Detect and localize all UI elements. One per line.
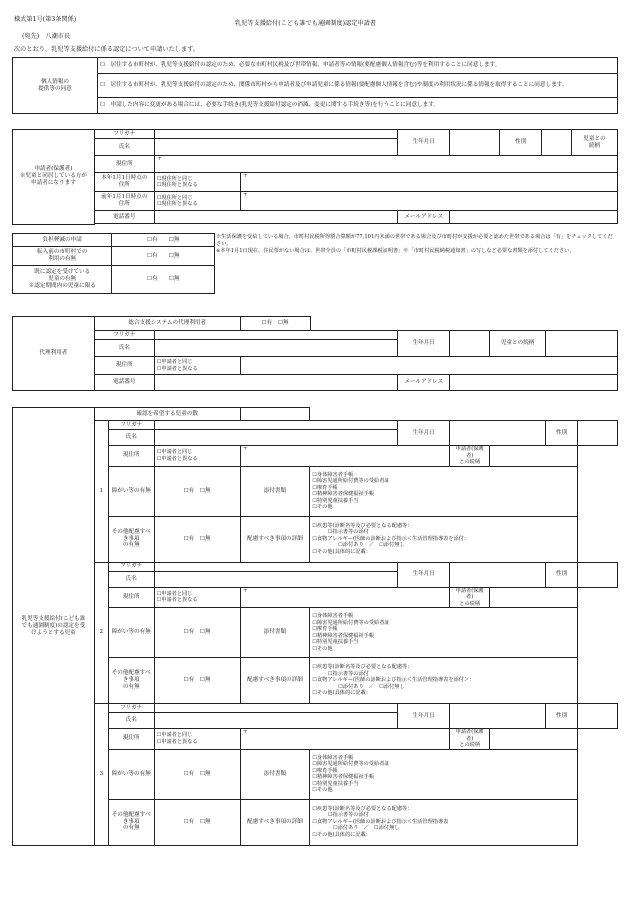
child-1-birth-label: 生年月日 (398, 421, 450, 446)
agent-system-label: 総合支援システムの代理利用者 (94, 317, 240, 331)
child-3-furigana-field[interactable] (154, 704, 398, 713)
applicant-note: ※生活保護を受給している場合、市町村民税所得割合算額が77,101円未満の世帯である場合及び市町村が支援が必要と認めた世帯である場合は「有」をチェックしてください。 ※本年1月1日現在、住民票がない場合は、世帯全員の「市町村民税課税証明書」や「市町村民税納税通知書」の写しなど必要な書類を添付してください。 (216, 234, 613, 254)
child-2-address-field[interactable]: 〒 (240, 587, 450, 608)
child-2-birth-field[interactable] (450, 562, 546, 587)
applicant-sex-field[interactable] (542, 130, 572, 156)
child-3-sex-label: 性別 (546, 704, 578, 729)
children-label: 乳児等支援給付(こども誰 でも通園制度)の認定を受 けようとする児童 (13, 408, 95, 846)
child-2-sex-label: 性別 (546, 562, 578, 587)
applicant-jan1-prev-field[interactable]: 〒 (240, 192, 617, 211)
applicant-jan1-prev-options[interactable]: ☐現住所と同じ ☐現住所と異なる (154, 192, 240, 211)
applicant-jan1-this-label: 本年1月1日時点の 住所 (94, 173, 154, 192)
child-3-address-label: 現住所 (108, 729, 154, 750)
child-3-handbook-label: 添付書類 (240, 749, 310, 799)
child-2-sex-field[interactable] (578, 562, 618, 587)
child-1-other-label: その他配慮すべき事項 の有無 (108, 516, 154, 562)
child-3-detail-label: 配慮すべき事項の詳細 (240, 799, 310, 845)
consent-item-2[interactable]: ☐ 居住する市町村が、乳児等支援給付の認定のため、関係市町村から申請者及び申請児童に係る情報(要配慮個人情報を含む)や制度の利用状況に係る情報を取得することに同意します。 (98, 74, 618, 98)
agent-address-options[interactable]: ☐申請者と同じ ☐申請者と異なる (154, 357, 240, 375)
agent-email-field[interactable] (450, 375, 618, 391)
applicant-address-field[interactable]: 〒 (154, 156, 617, 173)
agent-phone-label: 電話番号 (94, 375, 154, 391)
child-2-disability-options[interactable]: ☐有 ☐無 (154, 608, 240, 658)
agent-phone-field[interactable] (154, 375, 398, 391)
children-count-field[interactable] (240, 408, 310, 421)
agent-address-field[interactable] (240, 357, 617, 375)
child-2-number: 2 (94, 562, 108, 704)
child-1-detail-list[interactable]: ☐疾患等(診断名等及び必要となる配慮等： ☐指示書等の添付 ☐食物アレルギー(医師の診断および指示＜生活管理指導表を添付： ☐添付あり ／ ☐添付無し ☐その他(具体的に記載： (310, 516, 578, 562)
child-1-parent-relation-label: 申請者(保護者) との続柄 (450, 446, 490, 467)
child-3-number: 3 (94, 704, 108, 846)
existing-options[interactable]: ☐有 ☐無 (112, 266, 215, 294)
agent-name-field[interactable] (154, 340, 398, 357)
agent-email-label: メールアドレス (398, 375, 450, 391)
child-3-birth-label: 生年月日 (398, 704, 450, 729)
children-count-label: 確認を希望する児童の数 (94, 408, 240, 421)
applicant-address-label: 現住所 (94, 156, 154, 173)
moved-options[interactable]: ☐有 ☐無 (112, 247, 215, 266)
child-1-number: 1 (94, 421, 108, 563)
agent-name-label: 氏名 (94, 340, 154, 357)
consent-label: 個人情報の 提供等の同意 (13, 58, 98, 114)
child-1-sex-label: 性別 (546, 421, 578, 446)
child-3-other-label: その他配慮すべき事項 の有無 (108, 799, 154, 845)
child-1-disability-label: 障がい等の有無 (108, 466, 154, 516)
applicant-label: 申請者(保護者) ※児童と同居している方が 申請者になります (13, 130, 95, 225)
applicant-jan1-prev-label: 前年1月1日時点の 住所 (94, 192, 154, 211)
agent-birth-label: 生年月日 (398, 331, 450, 357)
applicant-email-field[interactable] (450, 211, 618, 224)
child-3-other-options[interactable]: ☐有 ☐無 (154, 799, 240, 845)
agent-furigana-field[interactable] (154, 331, 398, 340)
moved-label: 転入前の市町村での 利用の有無 (13, 247, 112, 266)
child-2-handbook-label: 添付書類 (240, 608, 310, 658)
child-1-furigana-field[interactable] (154, 421, 398, 430)
child-3-parent-relation-label: 申請者(保護者) との続柄 (450, 729, 490, 750)
child-1-address-field[interactable]: 〒 (240, 446, 450, 467)
child-2-detail-list[interactable]: ☐疾患等(診断名等及び必要となる配慮等： ☐指示書等の添付 ☐食物アレルギー(医師の診断および指示＜生活管理指導表を添付＞： ☐添付あり ／ ☐添付無し ☐その他(具体的に記載： (310, 658, 578, 704)
child-3-detail-list[interactable]: ☐疾患等(診断名等及び必要となる配慮等： ☐指示書等の添付 ☐食物アレルギー(医師の診断および指示＜生活管理指導表 ☐添付あり ／ ☐添付無し ☐その他(具体的に記載： (310, 799, 578, 845)
child-3-disability-label: 障がい等の有無 (108, 749, 154, 799)
agent-system-options[interactable]: ☐有 ☐無 (240, 317, 310, 331)
burden-options[interactable]: ☐有 ☐無 (112, 234, 215, 247)
consent-item-1[interactable]: ☐ 居住する市町村が、乳児等支援給付の認定のため、必要な市町村民税及び世帯情報、申請者等の情報(要配慮個人情報含む)等を利用することに同意します。 (98, 58, 618, 74)
child-1-name-label: 氏名 (108, 430, 154, 446)
child-2-furigana-label: フリガナ (108, 562, 154, 571)
applicant-table (12, 129, 618, 225)
form-number: 様式第1号(第3条関係) (14, 16, 77, 23)
child-1-other-options[interactable]: ☐有 ☐無 (154, 516, 240, 562)
applicant-furigana-label: フリガナ (94, 130, 154, 139)
consent-table (12, 57, 618, 114)
child-2-address-options[interactable]: ☐申請者と同じ ☐申請者と異なる (154, 587, 240, 608)
child-2-handbook-list[interactable]: ☐身体障害者手帳 ☐障害児通所給付費等の受給者証 ☐療育手帳 ☐精神障害者保健福祉手帳 ☐特別児童扶養手当 ☐その他 (310, 608, 578, 658)
children-table (12, 407, 618, 846)
applicant-sex-label: 性別 (500, 130, 542, 156)
applicant-jan1-this-field[interactable]: 〒 (240, 173, 617, 192)
child-3-handbook-list[interactable]: ☐身体障害者手帳 ☐障害児通所給付費等の受給者証 ☐療育手帳 ☐精神障害者保健福祉手帳 ☐特別児童扶養手当 ☐その他 (310, 749, 578, 799)
child-2-birth-label: 生年月日 (398, 562, 450, 587)
child-1-handbook-list[interactable]: ☐身体障害者手帳 ☐障害児通所給付費等の受給者証 ☐療育手帳 ☐精神障害者保健福祉手帳 ☐特別児童扶養手当 ☐その他 (310, 466, 578, 516)
applicant-phone-field[interactable] (154, 211, 398, 224)
applicant-options-table (12, 233, 215, 294)
child-3-name-field[interactable] (154, 713, 398, 729)
child-1-disability-options[interactable]: ☐有 ☐無 (154, 466, 240, 516)
child-1-detail-label: 配慮すべき事項の詳細 (240, 516, 310, 562)
child-3-address-field[interactable]: 〒 (240, 729, 450, 750)
agent-relation-label: 児童との続柄 (490, 331, 546, 357)
child-1-sex-field[interactable] (578, 421, 618, 446)
agent-label: 代理利用者 (13, 317, 95, 391)
applicant-name-label: 氏名 (94, 139, 154, 156)
child-2-address-label: 現住所 (108, 587, 154, 608)
agent-address-label: 現住所 (94, 357, 154, 375)
child-3-disability-options[interactable]: ☐有 ☐無 (154, 749, 240, 799)
child-3-name-label: 氏名 (108, 713, 154, 729)
child-3-sex-field[interactable] (578, 704, 618, 729)
addressee: (宛先) 八潮市長 (22, 33, 71, 40)
child-3-birth-field[interactable] (450, 704, 546, 729)
consent-item-3[interactable]: ☐ 申請した内容に変更がある場合には、必要な手続き(乳児等支援給付認定の消滅、変更に関する手続き等)を行うことに同意します。 (98, 98, 618, 114)
child-2-furigana-field[interactable] (154, 562, 398, 571)
intro-text: 次のとおり、乳児等支援給付に係る認定について申請いたします。 (14, 46, 200, 53)
child-3-parent-relation-field[interactable] (490, 729, 578, 750)
applicant-birth-field[interactable] (450, 130, 500, 156)
applicant-phone-label: 電話番号 (94, 211, 154, 224)
child-3-address-options[interactable]: ☐申請者と同じ ☐申請者と異なる (154, 729, 240, 750)
child-2-name-label: 氏名 (108, 571, 154, 587)
child-2-other-options[interactable]: ☐有 ☐無 (154, 658, 240, 704)
existing-label: 既に認定を受けている 児童の有無 ※認定期間内の児童に限る (13, 266, 112, 294)
agent-furigana-label: フリガナ (94, 331, 154, 340)
applicant-jan1-this-options[interactable]: ☐現住所と同じ ☐現住所と異なる (154, 173, 240, 192)
applicant-email-label: メールアドレス (398, 211, 450, 224)
agent-table (12, 316, 618, 391)
child-2-name-field[interactable] (154, 571, 398, 587)
child-1-address-options[interactable]: ☐申請者と同じ ☐申請者と異なる (154, 446, 240, 467)
applicant-furigana-field[interactable] (154, 130, 398, 139)
child-1-birth-field[interactable] (450, 421, 546, 446)
applicant-relation-label: 児童との 続柄 (571, 130, 617, 156)
child-2-parent-relation-field[interactable] (490, 587, 578, 608)
child-2-detail-label: 配慮すべき事項の詳細 (240, 658, 310, 704)
child-1-address-label: 現住所 (108, 446, 154, 467)
child-2-other-label: その他配慮すべき事項 の有無 (108, 658, 154, 704)
form-title: 乳児等支援給付(こども誰でも通園制度)認定申請書 (235, 20, 376, 27)
child-3-furigana-label: フリガナ (108, 704, 154, 713)
child-1-name-field[interactable] (154, 430, 398, 446)
child-2-parent-relation-label: 申請者(保護者) との続柄 (450, 587, 490, 608)
applicant-name-field[interactable] (154, 139, 398, 156)
agent-birth-field[interactable] (450, 331, 490, 357)
child-1-furigana-label: フリガナ (108, 421, 154, 430)
agent-relation-field[interactable] (546, 331, 618, 357)
child-1-handbook-label: 添付書類 (240, 466, 310, 516)
applicant-birth-label: 生年月日 (398, 130, 450, 156)
burden-label: 負担軽減の申請 (13, 234, 112, 247)
child-1-parent-relation-field[interactable] (490, 446, 578, 467)
child-2-disability-label: 障がい等の有無 (108, 608, 154, 658)
